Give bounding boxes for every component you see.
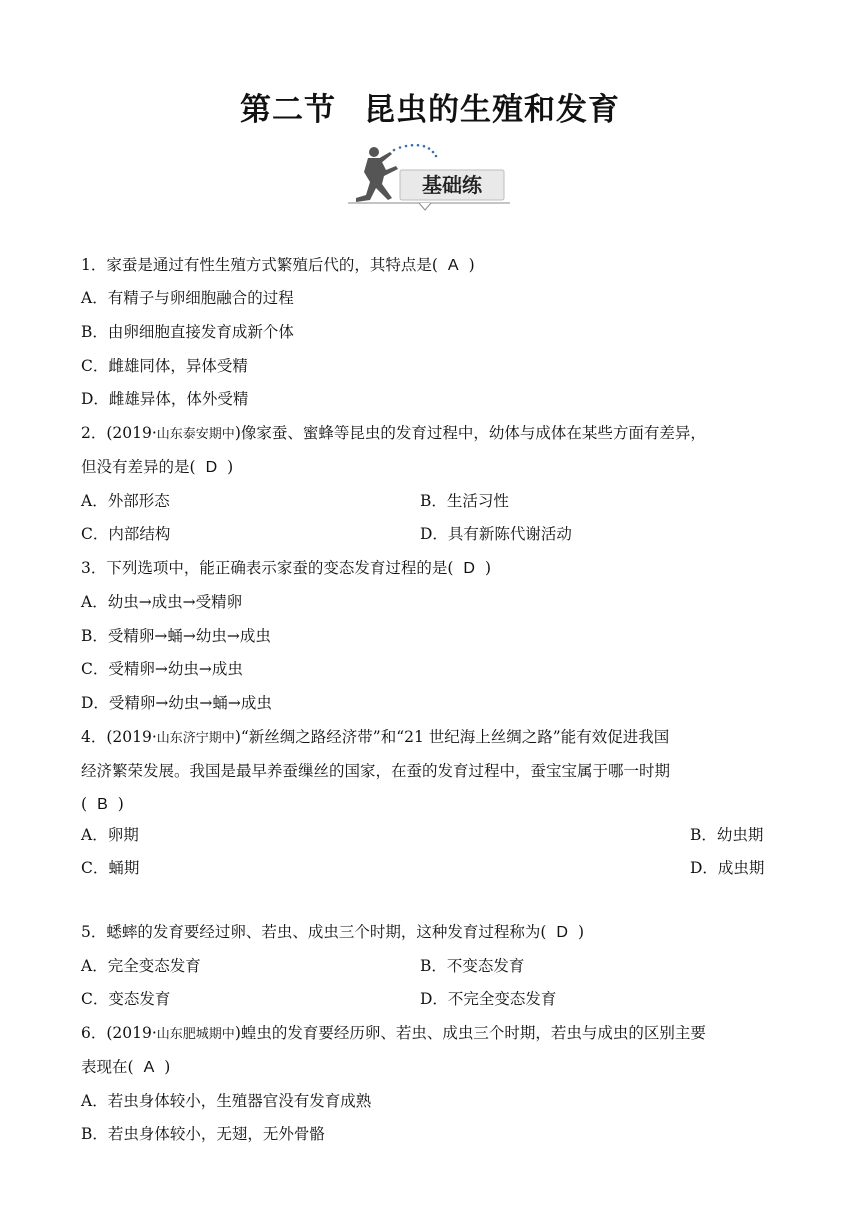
q2-option-b: B．生活习性 xyxy=(420,492,509,510)
question-1: 1．家蚕是通过有性生殖方式繁殖后代的，其特点是( A ) xyxy=(81,256,475,274)
question-source: 山东济宁期中 xyxy=(156,731,235,746)
question-source: 山东泰安期中 xyxy=(156,427,235,442)
answer-6: A xyxy=(143,1059,155,1076)
answer-5: D xyxy=(556,924,568,941)
runner-silhouette-icon xyxy=(356,147,398,202)
question-5: 5．蟋蟀的发育要经过卵、若虫、成虫三个时期，这种发育过程称为( D ) xyxy=(81,923,585,941)
q4-option-a: A．卵期 xyxy=(81,826,139,844)
q3-option-c: C．受精卵→幼虫→成虫 xyxy=(81,660,243,678)
answer-4: B xyxy=(97,796,108,813)
question-source: 山东肥城期中 xyxy=(156,1027,235,1042)
q3-option-d: D．受精卵→幼虫→蛹→成虫 xyxy=(81,694,272,712)
badge-label: 基础练 xyxy=(422,173,482,197)
q1-option-d: D．雌雄异体，体外受精 xyxy=(81,390,249,408)
question-6-cont: 表现在( A ) xyxy=(81,1058,171,1076)
q4-option-d: D．成虫期 xyxy=(690,859,765,877)
q1-option-a: A．有精子与卵细胞融合的过程 xyxy=(81,289,294,307)
q6-option-b: B．若虫身体较小，无翅，无外骨骼 xyxy=(81,1125,325,1143)
page-title xyxy=(0,84,860,129)
question-2-cont: 但没有差异的是( D ) xyxy=(81,458,234,476)
answer-1: A xyxy=(447,257,459,274)
dotted-arc-icon xyxy=(393,144,438,157)
q3-option-b: B．受精卵→蛹→幼虫→成虫 xyxy=(81,627,271,645)
practice-badge xyxy=(346,140,512,212)
q5-option-d: D．不完全变态发育 xyxy=(420,990,557,1008)
question-4-cont: 经济繁荣发展。我国是最早养蚕缫丝的国家，在蚕的发育过程中，蚕宝宝属于哪一时期 xyxy=(81,762,671,780)
q2-option-c: C．内部结构 xyxy=(81,525,171,543)
q1-option-b: B．由卵细胞直接发育成新个体 xyxy=(81,323,294,341)
q2-option-a: A．外部形态 xyxy=(81,492,170,510)
q5-option-a: A．完全变态发育 xyxy=(81,957,201,975)
section-label: 第二节 xyxy=(240,92,336,128)
question-4: 4．(2019·山东济宁期中)“新丝绸之路经济带”和“21 世纪海上丝绸之路”能有效促进我国 xyxy=(81,728,670,746)
answer-3: D xyxy=(463,560,475,577)
q5-option-c: C．变态发育 xyxy=(81,990,171,1008)
section-topic: 昆虫的生殖和发育 xyxy=(364,92,620,128)
question-4-answer-line: ( B ) xyxy=(81,795,124,813)
question-3: 3．下列选项中，能正确表示家蚕的变态发育过程的是( D ) xyxy=(81,559,492,577)
q1-option-c: C．雌雄同体，异体受精 xyxy=(81,357,248,375)
q2-option-d: D．具有新陈代谢活动 xyxy=(420,525,572,543)
answer-2: D xyxy=(205,459,218,476)
q4-option-b: B．幼虫期 xyxy=(690,826,764,844)
q3-option-a: A．幼虫→成虫→受精卵 xyxy=(81,593,243,611)
q6-option-a: A．若虫身体较小，生殖器官没有发育成熟 xyxy=(81,1092,372,1110)
question-6: 6．(2019·山东肥城期中)蝗虫的发育要经历卵、若虫、成虫三个时期，若虫与成虫的区别主要 xyxy=(81,1024,706,1042)
q4-option-c: C．蛹期 xyxy=(81,859,140,877)
q5-option-b: B．不变态发育 xyxy=(420,957,525,975)
question-2: 2．(2019·山东泰安期中)像家蚕、蜜蜂等昆虫的发育过程中，幼体与成体在某些方面有差异， xyxy=(81,424,706,442)
